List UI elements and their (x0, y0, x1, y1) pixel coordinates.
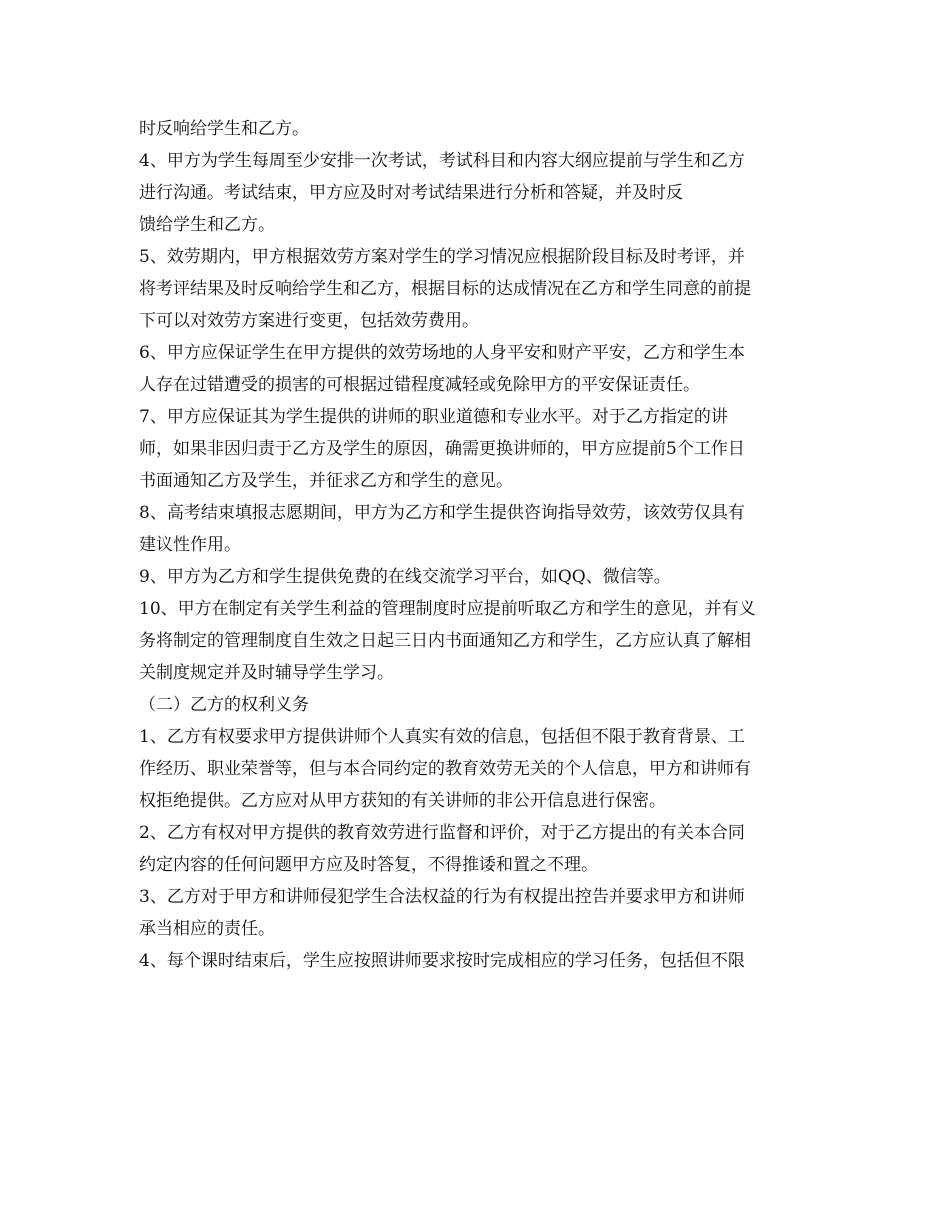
text-line: 下可以对效劳方案进行变更，包括效劳费用。 (139, 311, 479, 331)
text-line: 书面通知乙方及学生，并征求乙方和学生的意见。 (139, 471, 513, 491)
text-line: 作经历、职业荣誉等，但与本合同约定的教育效劳无关的个人信息，甲方和讲师有 (139, 759, 751, 779)
text-line: 馈给学生和乙方。 (139, 215, 275, 235)
document-body (139, 113, 819, 977)
text-line: 务将制定的管理制度自生效之日起三日内书面通知乙方和学生，乙方应认真了解相 (139, 631, 751, 651)
text-line: 7、甲方应保证其为学生提供的讲师的职业道德和专业水平。对于乙方指定的讲 (139, 407, 728, 427)
text-line: 时反响给学生和乙方。 (139, 119, 309, 139)
text-line: 约定内容的任何问题甲方应及时答复，不得推诿和置之不理。 (139, 855, 598, 875)
text-line: 承当相应的责任。 (139, 919, 275, 939)
text-line: 6、甲方应保证学生在甲方提供的效劳场地的人身平安和财产平安，乙方和学生本 (139, 343, 745, 363)
text-line: 将考评结果及时反响给学生和乙方，根据目标的达成情况在乙方和学生同意的前提 (139, 279, 751, 299)
text-line: 4、甲方为学生每周至少安排一次考试，考试科目和内容大纲应提前与学生和乙方 (139, 151, 745, 171)
text-line: 1、乙方有权要求甲方提供讲师个人真实有效的信息，包括但不限于教育背景、工 (139, 727, 745, 747)
text-line: 8、高考结束填报志愿期间，甲方为乙方和学生提供咨询指导效劳，该效劳仅具有 (139, 503, 745, 523)
text-line: 人存在过错遭受的损害的可根据过错程度减轻或免除甲方的平安保证责任。 (139, 375, 700, 395)
text-line: 建议性作用。 (139, 535, 241, 555)
text-line: 权拒绝提供。乙方应对从甲方获知的有关讲师的非公开信息进行保密。 (139, 791, 666, 811)
text-line: 2、乙方有权对甲方提供的教育效劳进行监督和评价，对于乙方提出的有关本合同 (139, 823, 745, 843)
text-line: 5、效劳期内，甲方根据效劳方案对学生的学习情况应根据阶段目标及时考评，并 (139, 247, 745, 267)
section-heading: （二）乙方的权利义务 (139, 695, 309, 715)
text-line: 师，如果非因归责于乙方及学生的原因，确需更换讲师的，甲方应提前5个工作日 (139, 439, 745, 459)
text-line: 进行沟通。考试结束，甲方应及时对考试结果进行分析和答疑，并及时反 (139, 183, 683, 203)
text-line: 关制度规定并及时辅导学生学习。 (139, 663, 394, 683)
text-line: 3、乙方对于甲方和讲师侵犯学生合法权益的行为有权提出控告并要求甲方和讲师 (139, 887, 745, 907)
text-line: 4、每个课时结束后，学生应按照讲师要求按时完成相应的学习任务，包括但不限 (139, 951, 745, 971)
text-line: 9、甲方为乙方和学生提供免费的在线交流学习平台，如QQ、微信等。 (139, 567, 671, 587)
text-line: 10、甲方在制定有关学生利益的管理制度时应提前听取乙方和学生的意见，并有义 (139, 599, 756, 619)
